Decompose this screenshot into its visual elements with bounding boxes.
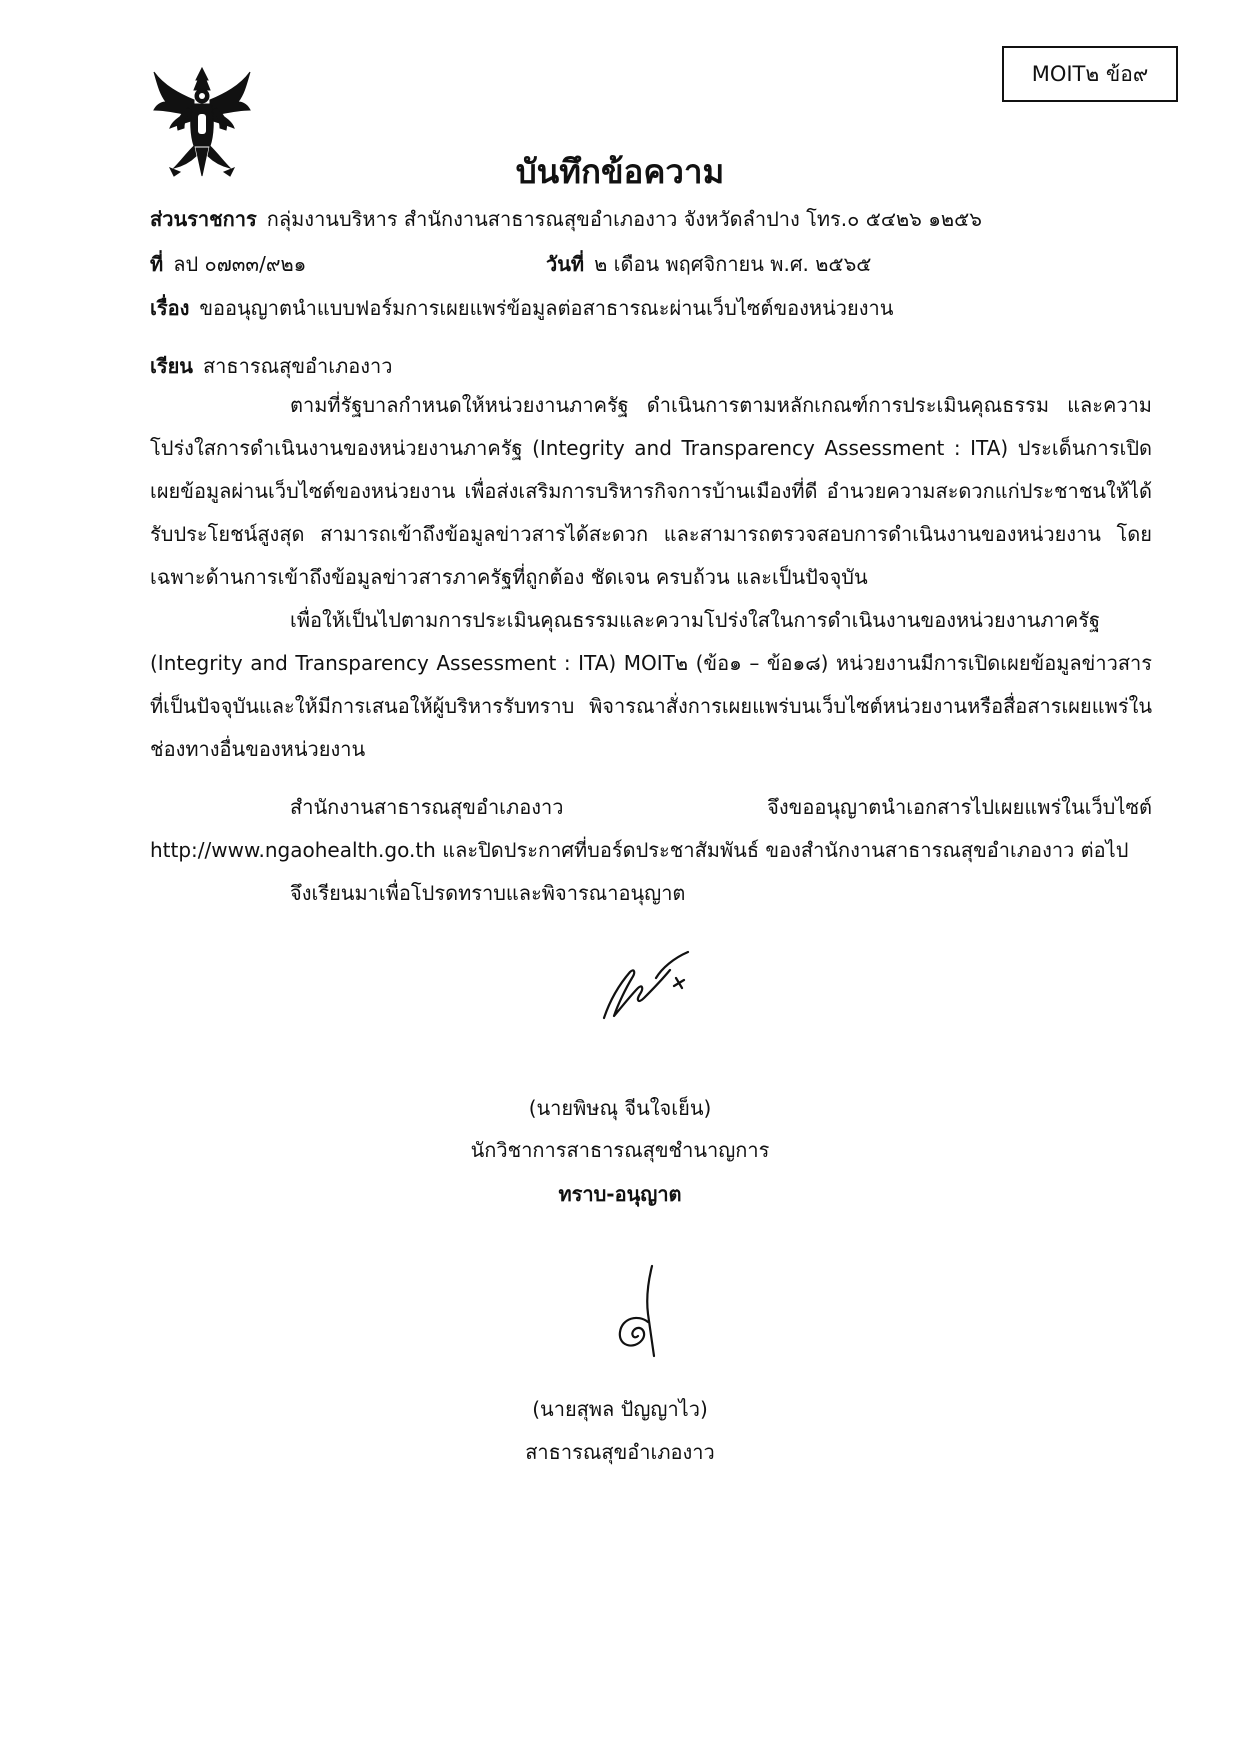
reference-box bbox=[1002, 46, 1178, 102]
date-value: ๒ เดือน พฤศจิกายน พ.ศ. ๒๕๖๕ bbox=[594, 252, 872, 276]
addressee-label: เรียน bbox=[150, 354, 193, 378]
addressee-value: สาธารณสุขอำเภองาว bbox=[202, 354, 393, 378]
addressee-line bbox=[150, 350, 393, 382]
signer-1-position: นักวิชาการสาธารณสุขชำนาญการ bbox=[470, 1138, 770, 1162]
reference-label: ที่ bbox=[150, 252, 164, 276]
agency-line bbox=[150, 203, 982, 235]
subject-label: เรื่อง bbox=[150, 296, 190, 320]
approval-text: ทราบ-อนุญาต bbox=[558, 1182, 682, 1206]
body-paragraph-1 bbox=[150, 384, 1152, 599]
date-line bbox=[546, 248, 871, 280]
date-label: วันที่ bbox=[546, 252, 585, 276]
signature-1-icon bbox=[596, 948, 696, 1030]
signer-1-name: (นายพิษณุ จีนใจเย็น) bbox=[528, 1096, 712, 1120]
subject-value: ขออนุญาตนำแบบฟอร์มการเผยแพร่ข้อมูลต่อสาธารณะผ่านเว็บไซต์ของหน่วยงาน bbox=[199, 296, 894, 320]
body-paragraph-3-text: สำนักงานสาธารณสุขอำเภองาว จึงขออนุญาตนำเอกสารไปเผยแพร่ในเว็บไซต์ http://www.ngaohealth.go.th และปิดประกาศที่บอร์ดประชาสัมพันธ์ ของสำนักงานสาธารณสุขอำเภองาว ต่อไป bbox=[150, 795, 1152, 862]
document-title: บันทึกข้อความ bbox=[515, 152, 725, 191]
subject-line bbox=[150, 292, 893, 324]
signature-2-icon bbox=[608, 1262, 668, 1364]
reference-value: ลป ๐๗๓๓/๙๒๑ bbox=[173, 252, 307, 276]
body-paragraph-3 bbox=[150, 786, 1152, 872]
closing-text: จึงเรียนมาเพื่อโปรดทราบและพิจารณาอนุญาต bbox=[290, 881, 686, 905]
signer-2-name: (นายสุพล ปัญญาไว) bbox=[532, 1397, 708, 1421]
signer-2-position: สาธารณสุขอำเภองาว bbox=[525, 1440, 715, 1464]
body-paragraph-2 bbox=[150, 599, 1152, 771]
body-paragraph-1-text: ตามที่รัฐบาลกำหนดให้หน่วยงานภาครัฐ ดำเนินการตามหลักเกณฑ์การประเมินคุณธรรม และความโปร่งใสการดำเนินงานของหน่วยงานภาครัฐ (Integrity and Transparency Assessment : ITA) ประเด็นการเปิดเผยข้อมูลผ่านเว็บไซต์ของหน่วยงาน เพื่อส่งเสริมการบริหารกิจการบ้านเมืองที่ดี อำนวยความสะดวกแก่ประชาชนให้ได้รับประโยชน์สูงสุด สามารถเข้าถึงข้อมูลข่าวสารได้สะดวก และสามารถตรวจสอบการดำเนินงานของหน่วยงาน โดยเฉพาะด้านการเข้าถึงข้อมูลข่าวสารภาครัฐที่ถูกต้อง ชัดเจน ครบถ้วน และเป็นปัจจุบัน bbox=[150, 393, 1152, 589]
agency-value: กลุ่มงานบริหาร สำนักงานสาธารณสุขอำเภองาว จังหวัดลำปาง โทร.๐ ๕๔๒๖ ๑๒๕๖ bbox=[266, 207, 982, 231]
reference-line bbox=[150, 248, 306, 280]
agency-label: ส่วนราชการ bbox=[150, 207, 257, 231]
body-paragraph-2-text: เพื่อให้เป็นไปตามการประเมินคุณธรรมและความโปร่งใสในการดำเนินงานของหน่วยงานภาครัฐ (Integrity and Transparency Assessment : ITA) MOIT๒ (ข้อ๑ – ข้อ๑๘) หน่วยงานมีการเปิดเผยข้อมูลข่าวสารที่เป็นปัจจุบันและให้มีการเสนอให้ผู้บริหารรับทราบ พิจารณาสั่งการเผยแพร่บนเว็บไซต์หน่วยงานหรือสื่อสารเผยแพร่ในช่องทางอื่นของหน่วยงาน bbox=[150, 608, 1152, 761]
closing-line bbox=[150, 872, 1152, 915]
reference-box-text: MOIT๒ ข้อ๙ bbox=[1031, 61, 1149, 86]
